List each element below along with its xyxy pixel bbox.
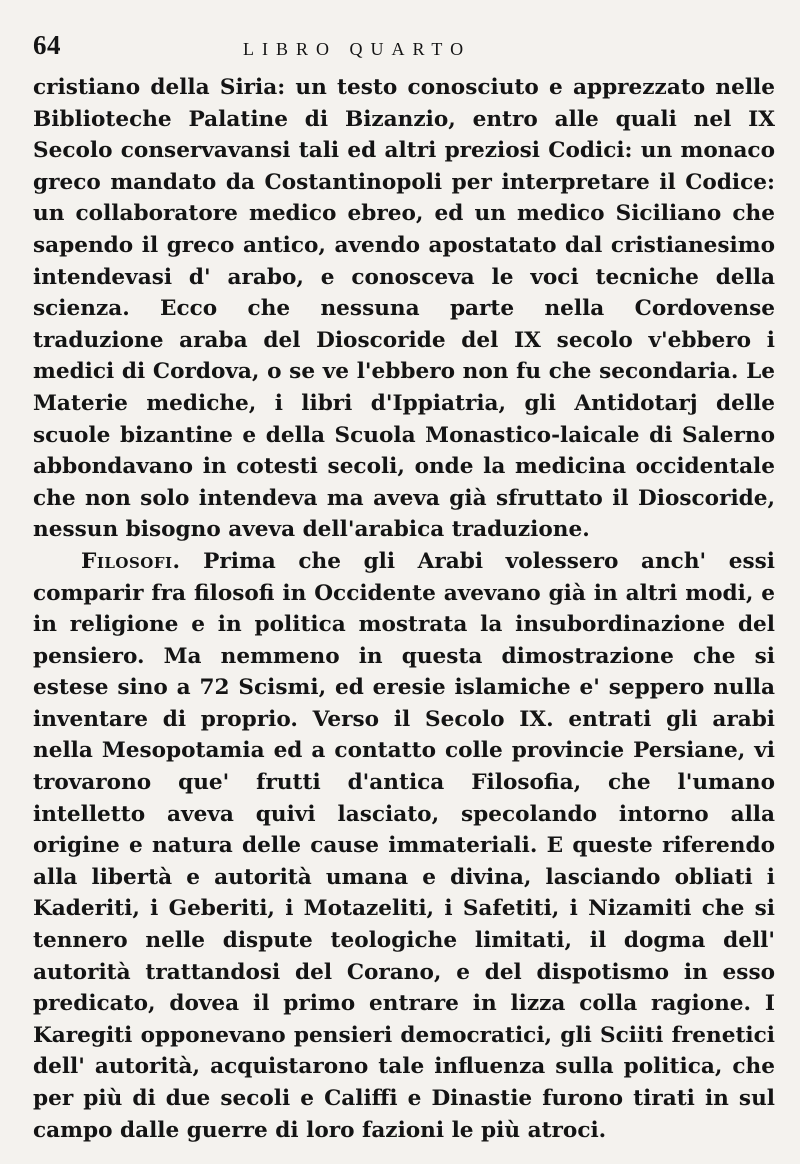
paragraph-filosofi-text: Prima che gli Arabi volessero anch' essi comparir fra filosofi in Occidente avevano già in altri modi, e in religione e in politica mostrata la insubordinazione del pensiero. Ma nemmeno in questa dimostrazione che si estese sino a 72 Scismi, ed eresie islamiche e' seppero nulla inventare di proprio. Verso il Secolo IX. entrati gli arabi nella Mesopotamia ed a contatto colle provincie Persiane, vi trovarono que' frutti d'antica Filosofia, che l'umano intelletto aveva quivi lasciato, specolando intorno alla origine e natura delle cause immateriali. E queste riferendo alla libertà e autorità umana e divina, lasciando obliati i Kaderiti, i Geberiti, i Motazeliti, i Safetiti, i Nizamiti che si tennero nelle dispute teologiche limitati, il dogma dell' autorità trattandosi del Corano, e del dispotismo in esso predicato, dovea il primo entrare in lizza colla ragione. I Karegiti opponevano pensieri democratici, gli Sciiti frenetici dell' autorità, acquistarono tale influenza sulla politica, che per più di due secoli e Califfi e Dinastie furono tirati in sul campo dalle guerre di loro fazioni le più atroci.: [33, 548, 775, 1143]
page-number: 64: [33, 30, 61, 60]
running-head: LIBRO QUARTO: [243, 39, 472, 59]
page-header: [33, 30, 780, 70]
paragraph-filosofi: [33, 546, 775, 1146]
paragraph-dioscoride: cristiano della Siria: un testo conosciuto e apprezzato nelle Biblioteche Palatine di Bizanzio, entro alle quali nel IX Secolo conservavansi tali ed altri preziosi Codici: un monaco greco mandato da Costantinopoli per interpretare il Codice: un collaboratore medico ebreo, ed un medico Siciliano che sapendo il greco antico, avendo apostatato dal cristianesimo intendevasi d' arabo, e conosceva le voci tecniche della scienza. Ecco che nessuna parte nella Cordovense traduzione araba del Dioscoride del IX secolo v'ebbero i medici di Cordova, o se ve l'ebbero non fu che secondaria. Le Materie mediche, i libri d'Ippiatria, gli Antidotarj delle scuole bizantine e della Scuola Monastico-laicale di Salerno abbondavano in cotesti secoli, onde la medicina occidentale che non solo intendeva ma aveva già sfruttato il Dioscoride, nessun bisogno aveva dell'arabica traduzione.: [33, 75, 775, 543]
body-text: [33, 72, 775, 1146]
section-heading: Filosofi.: [81, 548, 181, 574]
